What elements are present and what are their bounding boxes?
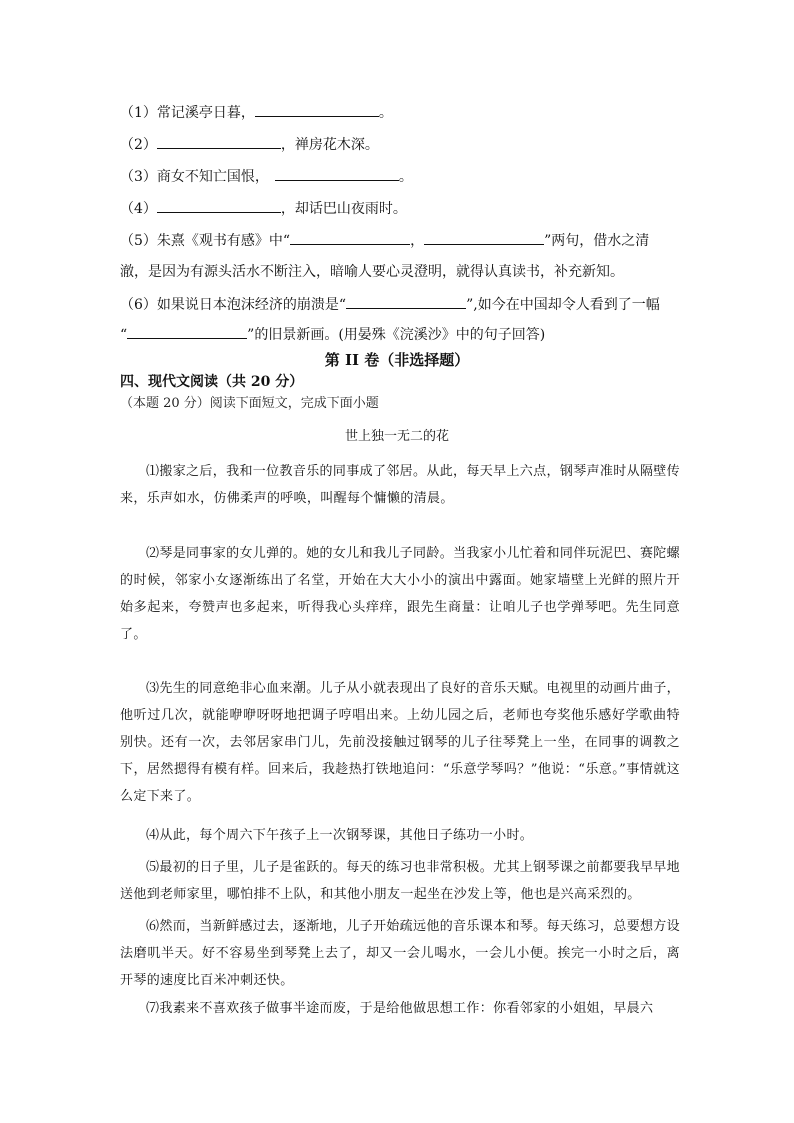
instruction: （本题 20 分）阅读下面短文，完成下面小题 xyxy=(120,396,379,411)
volume-title: 第 II 卷（非选择题） xyxy=(324,351,470,369)
question-5-continued: 澈，是因为有源头活水不断注入，暗喻人要心灵澄明，就得认真读书，补充新知。 xyxy=(120,264,624,280)
question-number: （2） xyxy=(120,137,157,153)
question-number: （3） xyxy=(120,169,157,185)
question-text: 。 xyxy=(398,169,413,185)
question-4 xyxy=(120,198,407,219)
question-text: ， xyxy=(410,233,425,249)
article-title: 世上独一无二的花 xyxy=(344,429,449,444)
question-number: （5） xyxy=(120,233,157,249)
question-6-continued xyxy=(120,324,545,345)
question-5 xyxy=(120,230,649,251)
answer-blank[interactable] xyxy=(275,166,399,181)
question-text: ，禅房花木深。 xyxy=(280,137,379,153)
question-3 xyxy=(120,166,413,187)
paragraph-2: ⑵琴是同事家的女儿弹的。她的女儿和我儿子同龄。当我家小儿忙着和同伴玩泥巴、赛陀螺的时候，邻家小女逐渐练出了名堂，开始在大大小小的演出中露面。她家墙壁上光鲜的照片开始多起来，夸赞声也多起来，听得我心头痒痒，跟先生商量：让咱儿子也学弹琴吧。先生同意了。 xyxy=(120,546,681,642)
question-text: 。 xyxy=(378,105,393,121)
answer-blank[interactable] xyxy=(127,324,247,339)
question-text: 如果说日本泡沫经济的崩溃是“ xyxy=(156,297,347,313)
question-text: “ xyxy=(120,327,128,343)
question-number: （1） xyxy=(120,105,157,121)
question-6 xyxy=(120,294,660,315)
paragraph-5: ⑸最初的日子里，儿子是雀跃的。每天的练习也非常积极。尤其上钢琴课之前都要我早早地送他到老师家里，哪怕排不上队，和其他小朋友一起坐在沙发上等，他也是兴高采烈的。 xyxy=(120,860,681,902)
question-text: ”的旧景新画。(用晏殊《浣溪沙》中的句子回答) xyxy=(247,327,546,343)
answer-blank[interactable] xyxy=(157,134,281,149)
paragraph-6: ⑹然而，当新鲜感过去，逐渐地，儿子开始疏远他的音乐课本和琴。每天练习，总要想方设法磨叽半天。好不容易坐到琴凳上去了，却又一会儿喝水，一会儿小便。挨完一小时之后，离开琴的速度比百米冲刺还快。 xyxy=(120,919,681,988)
paragraph-7: ⑺我素来不喜欢孩子做事半途而废，于是给他做思想工作：你看邻家的小姐姐，早晨六 xyxy=(146,1001,654,1016)
question-number: （4） xyxy=(120,201,157,217)
answer-blank[interactable] xyxy=(346,294,466,309)
question-text: ”,如今在中国却令人看到了一幅 xyxy=(466,297,660,313)
paragraph-3: ⑶先生的同意绝非心血来潮。儿子从小就表现出了良好的音乐天赋。电视里的动画片曲子，他听过几次，就能咿咿呀呀地把调子哼唱出来。上幼儿园之后，老师也夸奖他乐感好学歌曲特别快。还有一次，去邻居家串门儿，先前没接触过钢琴的儿子往琴凳上一坐，在同事的调教之下，居然摁得有模有样。回来后，我趁热打铁地追问：“乐意学琴吗？”他说：“乐意。”事情就这么定下来了。 xyxy=(120,681,681,804)
question-text: ，却话巴山夜雨时。 xyxy=(280,201,407,217)
question-text: 朱熹《观书有感》中“ xyxy=(156,233,291,249)
paragraph-1: ⑴搬家之后，我和一位教音乐的同事成了邻居。从此，每天早上六点，钢琴声准时从隔壁传来，乐声如水，仿佛柔声的呼唤，叫醒每个慵懒的清晨。 xyxy=(120,464,681,506)
part-title: 四、现代文阅读（共 20 分） xyxy=(120,374,304,390)
question-text: 商女不知亡国恨， xyxy=(156,169,269,185)
answer-blank[interactable] xyxy=(290,230,410,245)
question-text: ”两句，借水之清 xyxy=(544,233,650,249)
paragraph-4: ⑷从此，每个周六下午孩子上一次钢琴课，其他日子练功一小时。 xyxy=(146,828,534,843)
question-number: （6） xyxy=(120,297,157,313)
question-1 xyxy=(120,102,393,123)
question-text: 常记溪亭日暮， xyxy=(156,105,255,121)
question-2 xyxy=(120,134,379,155)
answer-blank[interactable] xyxy=(255,102,379,117)
answer-blank[interactable] xyxy=(157,198,281,213)
answer-blank[interactable] xyxy=(424,230,544,245)
